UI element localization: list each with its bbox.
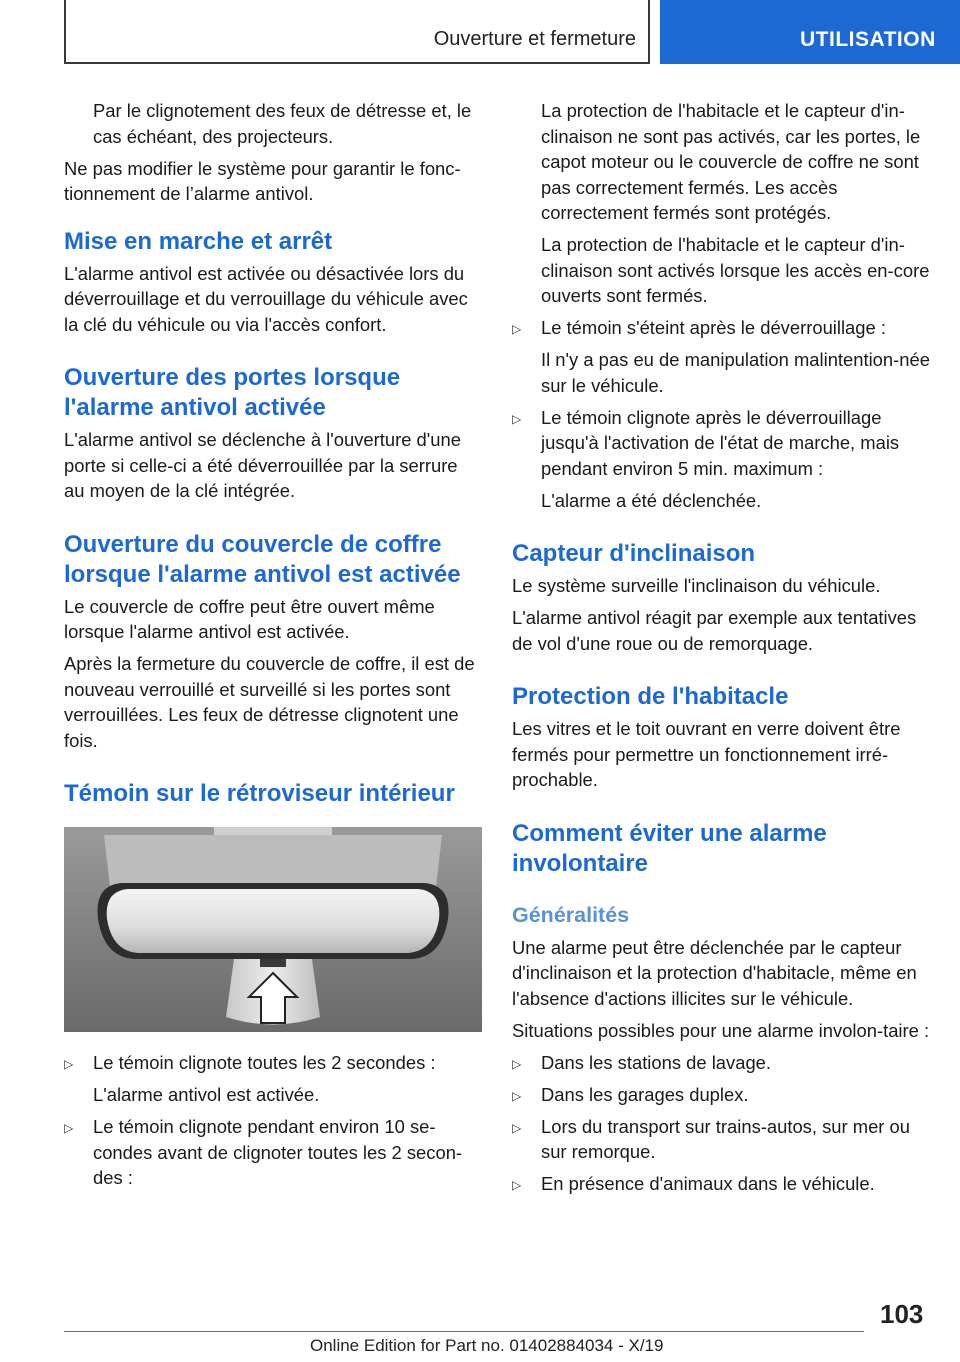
triangle-right-icon: ▷ [512,1178,522,1192]
paragraph: Une alarme peut être déclenchée par le capteur d'inclinaison et la protection d'habitacle, même en l'absence d'actions illicites sur le véhicule. [512,936,917,1009]
paragraph: La protection de l'habitacle et le capteur d'in‐clinaison ne sont pas activés, car les portes, le capot moteur ou le couvercle de coffre ne sont pas correctement fermés. Les accès correctement fermés sont protégés. [541,100,921,223]
triangle-right-icon: ▷ [64,1057,74,1071]
list-item-text: En présence d'animaux dans le véhicule. [541,1173,875,1194]
list-item-text: Le témoin clignote pendant environ 10 se‐condes avant de clignoter toutes les 2 secon‐des : [93,1116,463,1188]
list-item-text: Le témoin s'éteint après le déverrouillage : [541,317,886,338]
indicator-list [512,315,930,513]
paragraph: Le couvercle de coffre peut être ouvert même lorsque l'alarme antivol est activée. [64,595,435,642]
heading-protection: Protection de l'habitacle [512,683,789,710]
rearview-mirror-image [64,827,482,1032]
left-column [64,98,482,1197]
header-chapter-tab[interactable]: UTILISATION [660,0,960,64]
list-item [512,1114,930,1165]
list-item [64,1050,482,1108]
footer-divider [64,1331,864,1332]
paragraph: L'alarme antivol réagit par exemple aux tentatives de vol d'une roue ou de remorquage. [512,607,917,654]
list-item [512,405,930,514]
triangle-right-icon: ▷ [512,322,522,336]
list-item-subtext: Il n'y a pas eu de manipulation malintention‐née sur le véhicule. [541,349,930,396]
list-item-subtext: L'alarme antivol est activée. [93,1084,320,1105]
situations-list [512,1050,930,1197]
list-item-text: Dans les garages duplex. [541,1083,749,1105]
right-column [512,98,930,1203]
list-item-text: Le témoin clignote toutes les 2 secondes : [93,1052,436,1073]
list-item [512,1171,930,1197]
header-section-title: Ouverture et fermeture [433,28,636,50]
paragraph: L'alarme antivol est activée ou désactivée lors du déverrouillage et du verrouillage du véhicule avec la clé du véhicule ou via l'accès confort. [64,262,468,335]
page-number: 103 [880,1299,924,1329]
triangle-right-icon: ▷ [64,1121,74,1135]
paragraph: Par le clignotement des feux de détresse et, le cas échéant, des projecteurs. [93,100,472,147]
list-item-subtext: L'alarme a été déclenchée. [541,489,762,511]
paragraph: La protection de l'habitacle et le capteur d'in‐clinaison sont activés lorsque les accès en‐core ouverts sont fermés. [541,234,930,306]
mirror-illustration [64,827,482,1032]
triangle-right-icon: ▷ [512,1088,522,1103]
list-item [512,1050,930,1076]
paragraph: Le système surveille l'inclinaison du véhicule. [512,575,881,596]
heading-temoin: Témoin sur le rétroviseur intérieur [64,780,455,807]
paragraph: Après la fermeture du couvercle de coffre, il est de nouveau verrouillé et surveillé si les portes sont verrouillées. Les feux de détresse clignotent une fois. [64,653,475,751]
heading-mise-en-marche: Mise en marche et arrêt [64,227,333,255]
indicator-list [64,1050,482,1191]
paragraph: Les vitres et le toit ouvrant en verre doivent être fermés pour permettre un fonctionnement irré‐prochable. [512,718,901,790]
paragraph: Situations possibles pour une alarme involon‐taire : [512,1019,930,1041]
paragraph: L'alarme antivol se déclenche à l'ouverture d'une porte si celle-ci a été déverrouillée par la serrure au moyen de la clé intégrée. [64,429,461,501]
list-item [512,315,930,398]
list-item-text: Le témoin clignote après le déverrouillage jusqu'à l'activation de l'état de marche, mais pendant environ 5 min. maximum : [541,406,900,479]
list-item-text: Dans les stations de lavage. [541,1051,772,1073]
paragraph: Ne pas modifier le système pour garantir le fonc‐tionnement de l’alarme antivol. [64,157,461,204]
header-frame [64,0,650,64]
heading-comment-eviter: Comment éviter une alarme involontaire [512,819,827,877]
list-item [512,1082,930,1108]
heading-capteur: Capteur d'inclinaison [512,540,756,567]
list-item-text: Lors du transport sur trains-autos, sur mer ou sur remorque. [541,1115,910,1162]
footer-edition: Online Edition for Part no. 01402884034 - X/19 [310,1336,664,1355]
heading-ouverture-portes: Ouverture des portes lorsque l'alarme antivol activée [64,364,401,421]
heading-ouverture-coffre: Ouverture du couvercle de coffre lorsque l'alarme antivol est activée [64,530,461,588]
triangle-right-icon: ▷ [512,411,522,426]
triangle-right-icon: ▷ [512,1056,522,1071]
triangle-right-icon: ▷ [512,1120,522,1135]
list-item [64,1114,482,1191]
subheading-generalites: Généralités [512,902,630,927]
